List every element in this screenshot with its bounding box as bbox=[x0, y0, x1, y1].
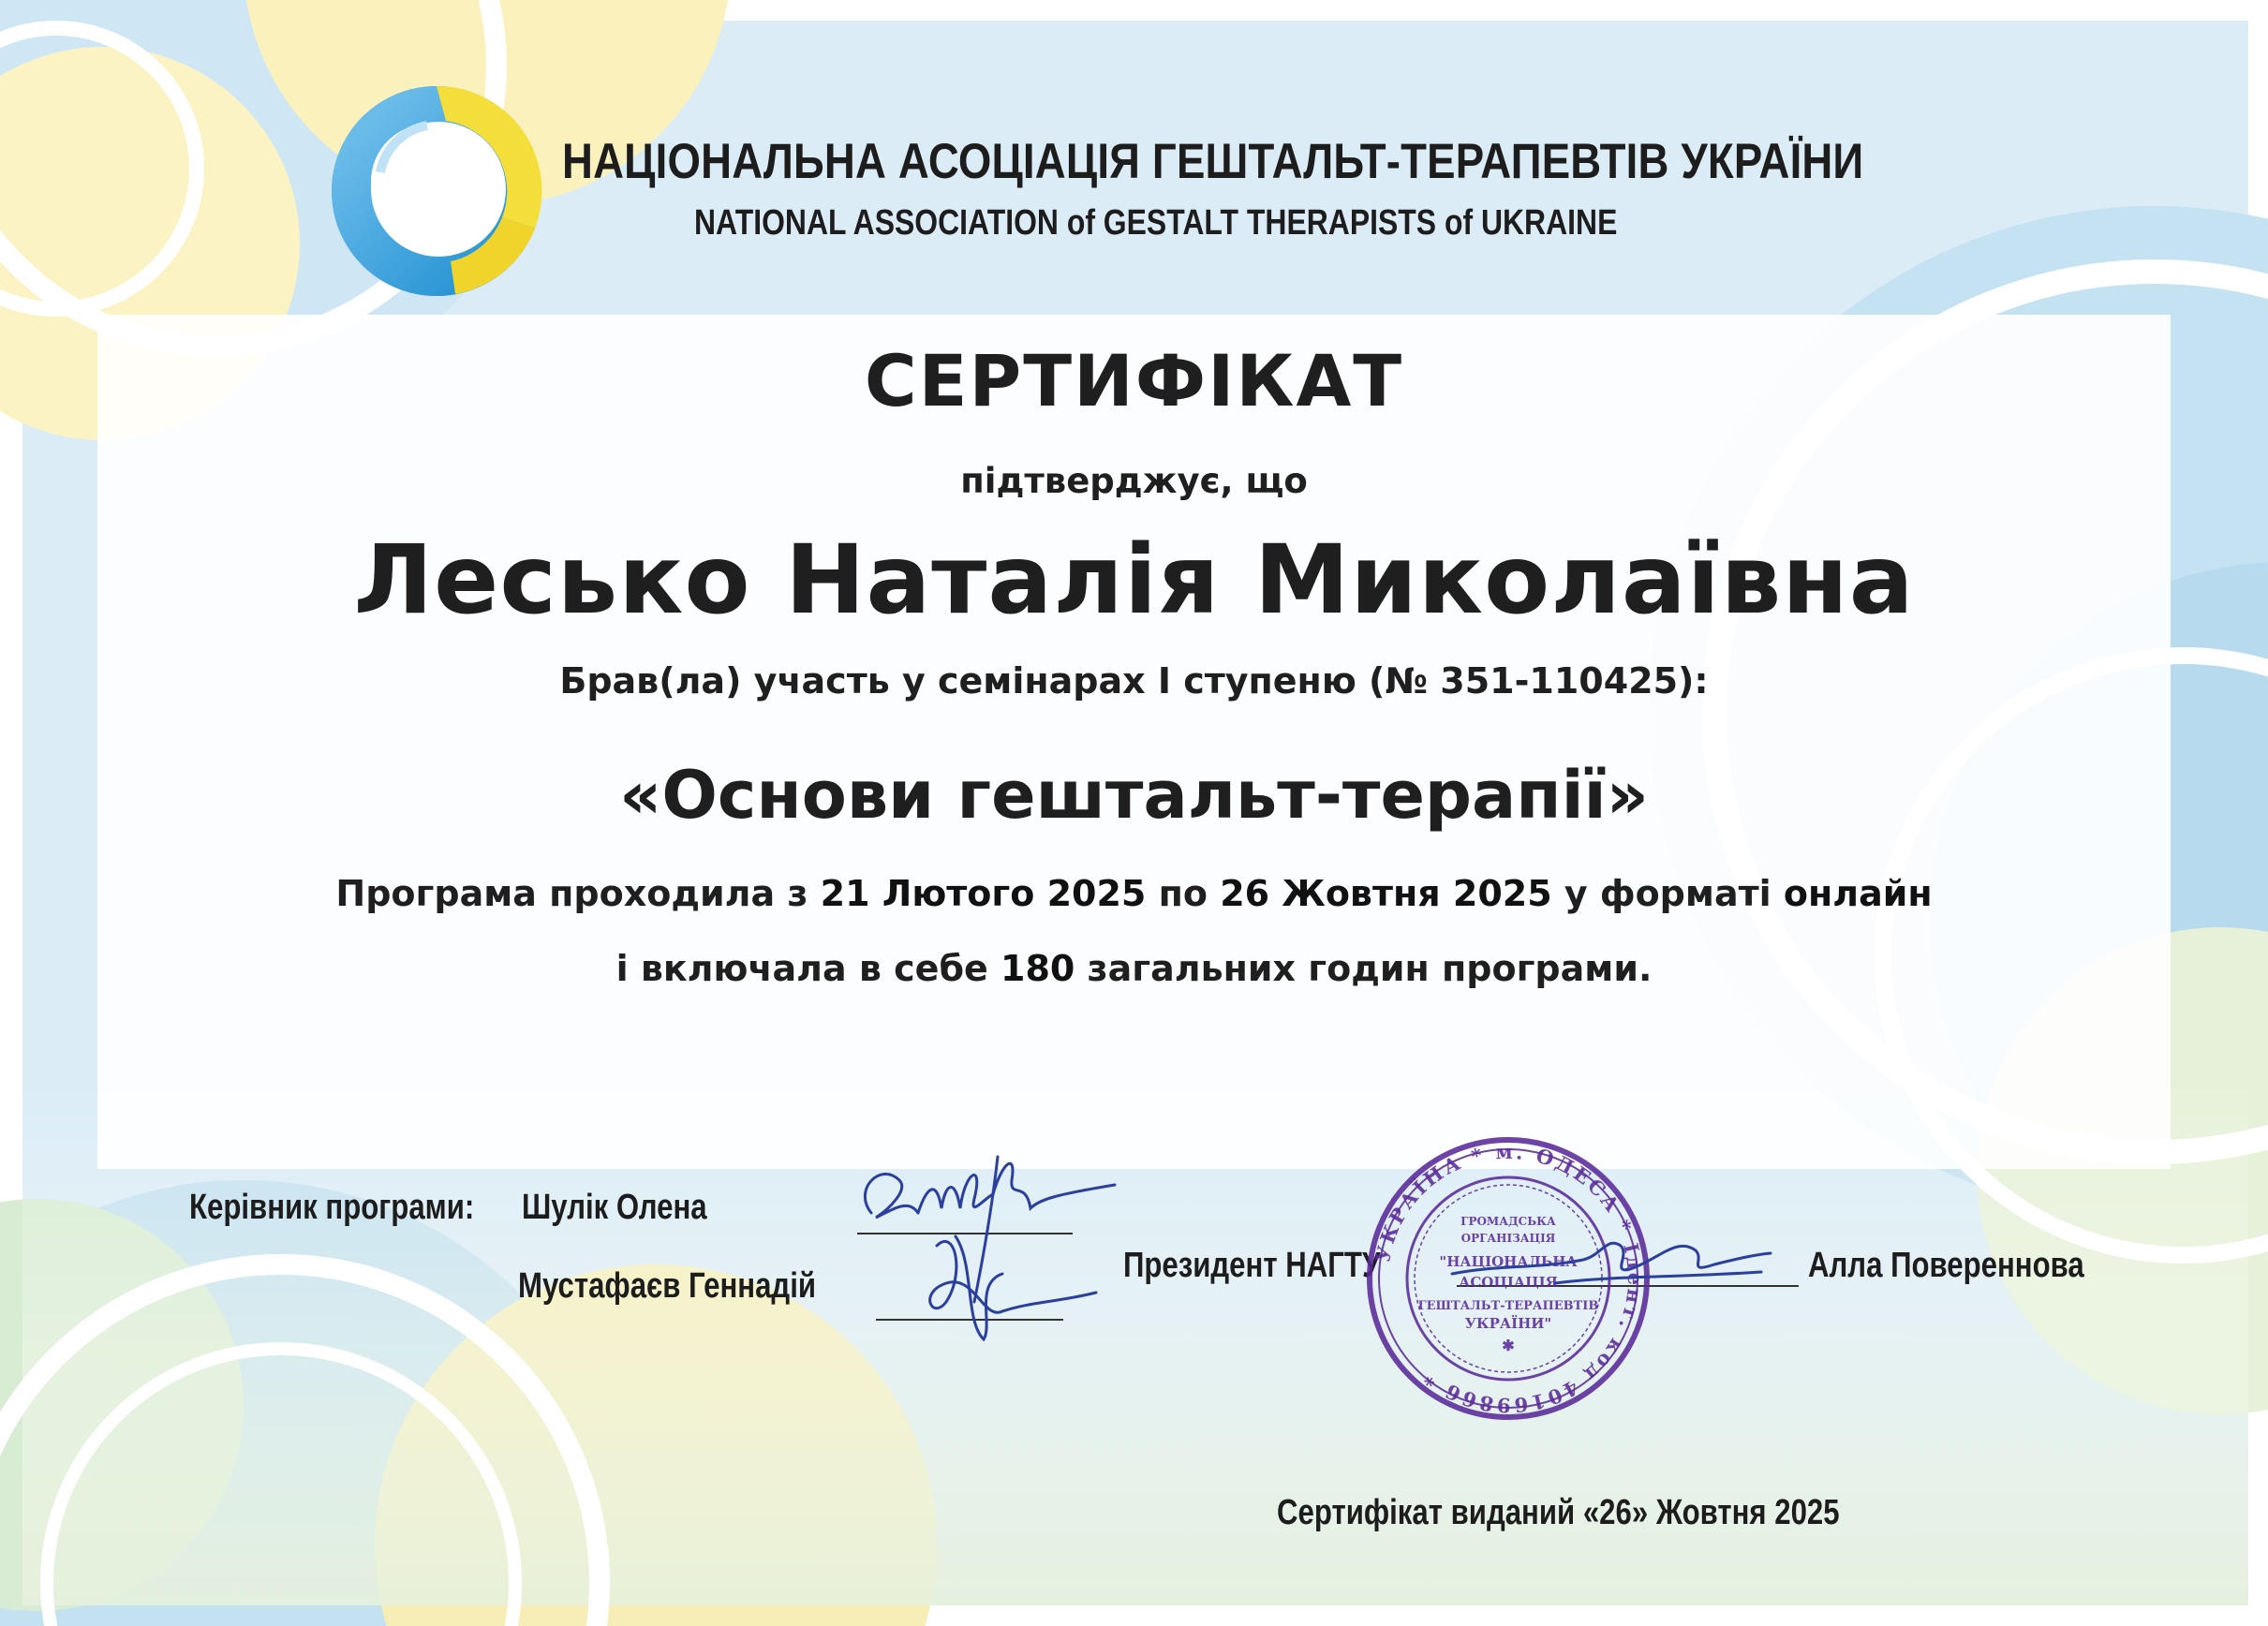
stamp-star: ✱ bbox=[1502, 1337, 1515, 1354]
certificate-title: СЕРТИФІКАТ bbox=[864, 339, 1404, 422]
stamp-inner-line: УКРАЇНИ" bbox=[1464, 1315, 1552, 1332]
organization-name-ua: НАЦІОНАЛЬНА АСОЦІАЦІЯ ГЕШТАЛЬТ-ТЕРАПЕВТІВ УКРАЇНИ bbox=[562, 134, 1864, 189]
program-hours-line bbox=[0, 948, 2268, 989]
program-head-name-2: Мустафаєв Геннадій bbox=[518, 1266, 817, 1306]
program-line-text: Програма проходила з bbox=[335, 873, 821, 914]
president-name: Алла Повереннова bbox=[1808, 1246, 2084, 1285]
hours-line-text: загальних годин програми. bbox=[1075, 948, 1653, 989]
stamp-inner-line: АСОЦІАЦІЯ bbox=[1459, 1274, 1558, 1291]
president-signature bbox=[1443, 1218, 1780, 1302]
recipient-name: Лесько Наталія Миколаївна bbox=[353, 525, 1915, 636]
end-date: 26 Жовтня 2025 bbox=[1220, 873, 1552, 914]
stamp-inner-line: ГЕШТАЛЬТ-ТЕРАПЕВТІВ bbox=[1417, 1299, 1599, 1313]
program-format: онлайн bbox=[1783, 873, 1933, 914]
program-head-label: Керівник програми: bbox=[189, 1188, 475, 1227]
program-dates-line bbox=[0, 873, 2268, 914]
participation-text: Брав(ла) участь у семінарах І ступеню (№ 351-110425): bbox=[559, 660, 1709, 702]
program-head-signature bbox=[843, 1143, 1124, 1377]
program-line-text: по bbox=[1146, 873, 1221, 914]
issue-date: Сертифікат виданий «26» Жовтня 2025 bbox=[1277, 1493, 1840, 1532]
stamp-outer-text: УКРАЇНА * м. ОДЕСА * Ідент. код 40169866 * bbox=[1371, 1139, 1648, 1418]
president-label: Президент НАГТУ bbox=[1123, 1246, 1381, 1285]
start-date: 21 Лютого 2025 bbox=[820, 873, 1147, 914]
course-title: «Основи гештальт-терапії» bbox=[619, 757, 1649, 834]
stamp-inner-line: ГРОМАДСЬКА bbox=[1460, 1215, 1556, 1228]
association-logo bbox=[315, 69, 558, 313]
hours-line-text: і включала в себе bbox=[615, 948, 1001, 989]
organization-name-en: NATIONAL ASSOCIATION of GESTALT THERAPISTS of UKRAINE bbox=[694, 203, 1618, 243]
stamp-inner-line: "НАЦІОНАЛЬНА bbox=[1439, 1253, 1578, 1270]
program-line-text: у форматі bbox=[1551, 873, 1784, 914]
confirms-text: підтверджує, що bbox=[960, 461, 1308, 501]
program-head-name-1: Шулік Олена bbox=[522, 1188, 707, 1227]
total-hours: 180 bbox=[1001, 948, 1075, 989]
stamp-inner-line: ОРГАНІЗАЦІЯ bbox=[1460, 1232, 1556, 1245]
